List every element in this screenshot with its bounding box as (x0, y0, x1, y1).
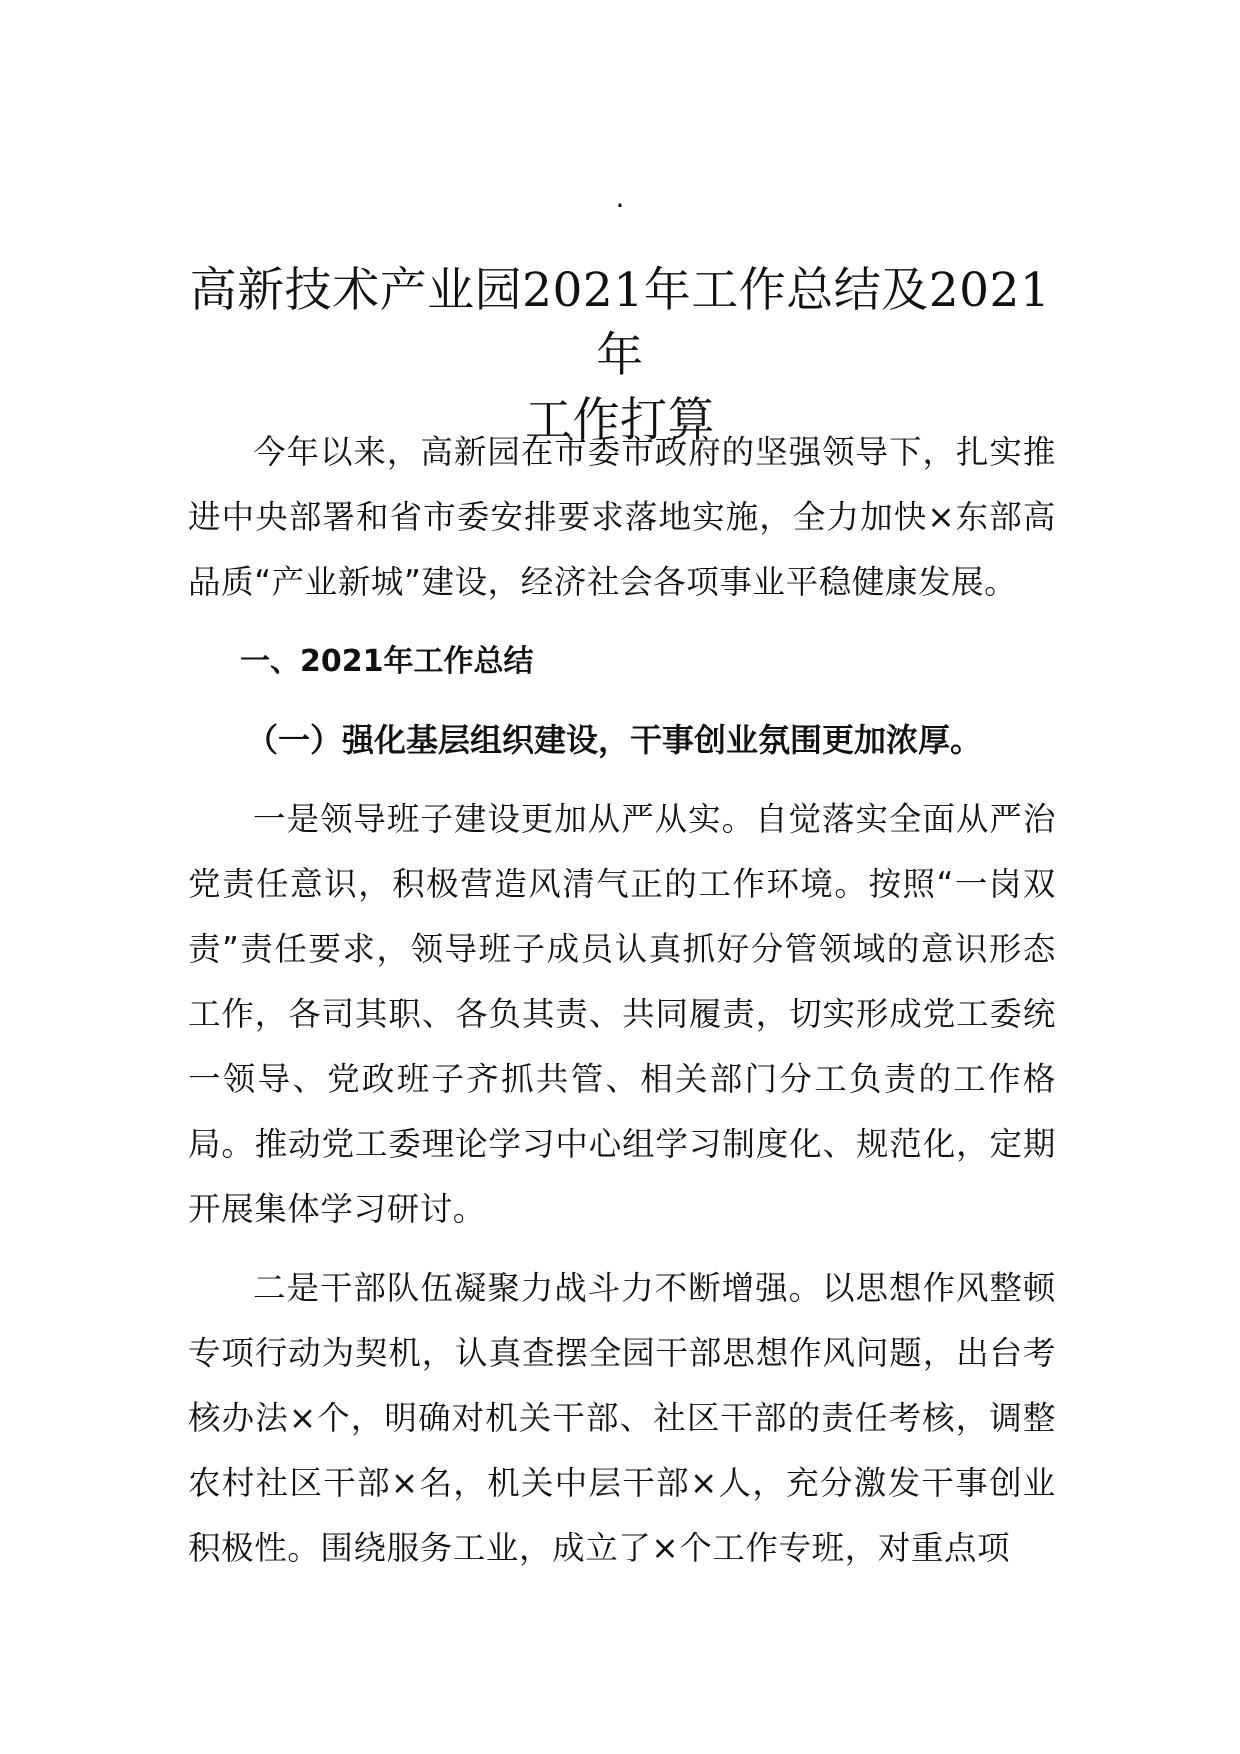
body-paragraph-2: 二是干部队伍凝聚力战斗力不断增强。以思想作风整顿专项行动为契机，认真查摆全园干部思想作风问题，出台考核办法×个，明确对机关干部、社区干部的责任考核，调整农村社区干部×名，机关中层干部×人，充分激发干事创业积极性。围绕服务工业，成立了×个工作专班，对重点项 (188, 1269, 1056, 1567)
title-line-1: 高新技术产业园2021年工作总结及2021年 (189, 263, 1051, 383)
document-body (188, 420, 1056, 1595)
body-paragraph-1: 一是领导班子建设更加从严从实。自觉落实全面从严治党责任意识，积极营造风清气正的工作环境。按照“一岗双责”责任要求，领导班子成员认真抓好分管领域的意识形态工作，各司其职、各负其责、共同履责，切实形成党工委统一领导、党政班子齐抓共管、相关部门分工负责的工作格局。推动党工委理论学习中心组学习制度化、规范化，定期开展集体学习研讨。 (188, 800, 1056, 1228)
title-line-2: 工作打算 (525, 393, 715, 448)
subsection-heading-1: （一）强化基层组织建设，干事创业氛围更加浓厚。 (246, 721, 983, 759)
header-mark: . (615, 181, 625, 214)
intro-paragraph: 今年以来，高新园在市委市政府的坚强领导下，扎实推进中央部署和省市委安排要求落地实施，全力加快×东部高品质“产业新城”建设，经济社会各项事业平稳健康发展。 (188, 433, 1056, 601)
section-heading-1: 一、2021年工作总结 (240, 644, 534, 679)
